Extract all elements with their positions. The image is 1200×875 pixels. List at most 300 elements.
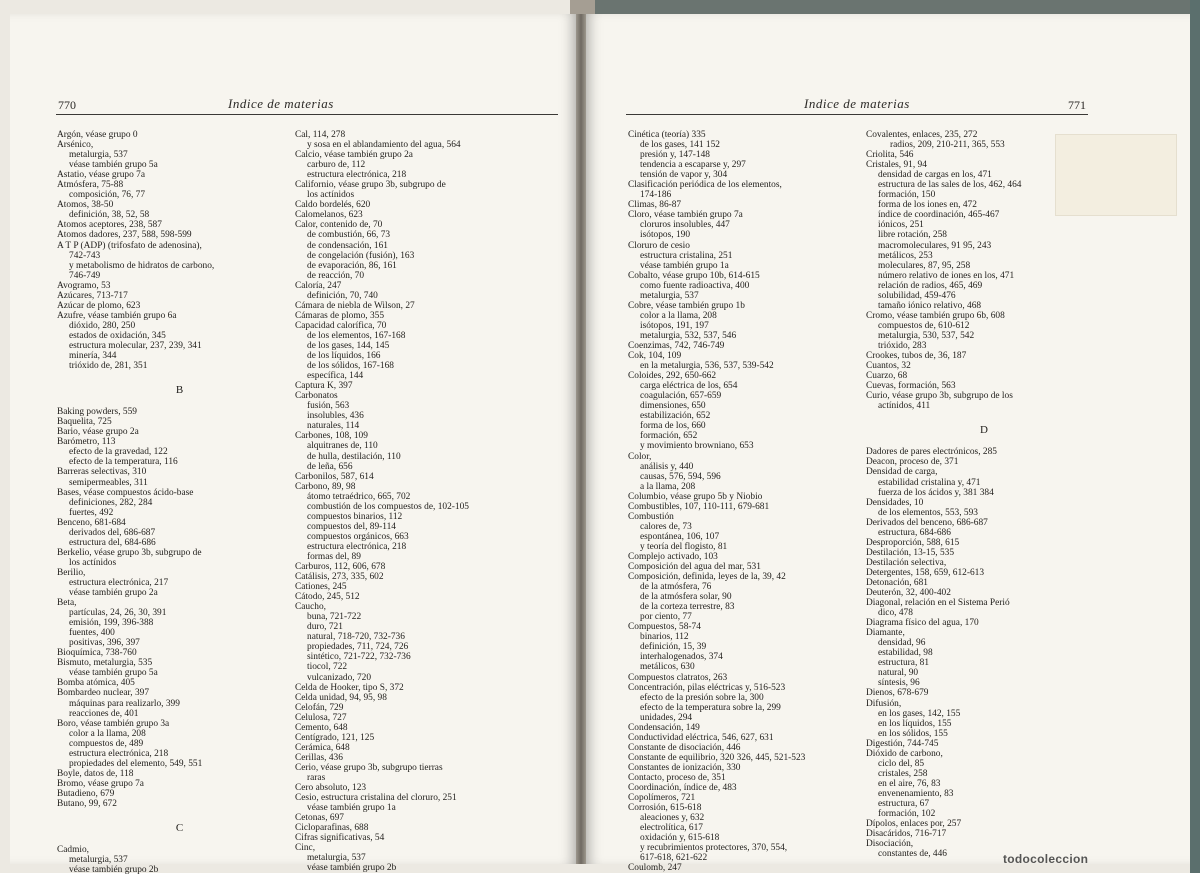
index-entry: Barómetro, 113 xyxy=(57,437,116,448)
index-entry: Butano, 99, 672 xyxy=(57,799,117,809)
index-subentry: definición, 70, 740 xyxy=(307,290,378,301)
index-subentry: como fuente radioactiva, 400 xyxy=(640,280,750,291)
index-entry: Cloruro de cesio xyxy=(628,240,690,251)
index-subentry: causas, 576, 594, 596 xyxy=(640,471,721,482)
index-entry: Calor, contenido de, 70 xyxy=(295,220,383,231)
index-subentry: metalurgia, 537 xyxy=(307,853,366,864)
index-entry: Dípolos, enlaces por, 257 xyxy=(866,819,962,830)
index-entry: Covalentes, enlaces, 235, 272 xyxy=(866,130,978,140)
index-entry: Captura K, 397 xyxy=(295,381,353,392)
index-entry: Carbonatos xyxy=(295,391,338,402)
index-subentry: 174-186 xyxy=(640,190,672,201)
index-subentry: densidad de cargas en los, 471 xyxy=(878,170,992,181)
index-subentry: calores de, 73 xyxy=(640,521,692,532)
book-gutter xyxy=(576,14,586,864)
running-head: Indice de materias xyxy=(228,96,334,111)
index-subentry: iónicos, 251 xyxy=(878,220,924,231)
index-entry: Cifras significativas, 54 xyxy=(295,833,385,844)
index-subentry: actínidos, 411 xyxy=(878,401,931,412)
index-subentry: minería, 344 xyxy=(69,351,117,362)
page-number: 770 xyxy=(58,98,76,112)
index-entry: Cationes, 245 xyxy=(295,582,347,593)
index-entry: Compuestos clatratos, 263 xyxy=(628,672,728,683)
index-entry: Criolita, 546 xyxy=(866,150,914,161)
index-entry: Desproporción, 588, 615 xyxy=(866,537,960,548)
index-subentry: electrolítica, 617 xyxy=(640,823,703,834)
index-subentry: de la corteza terrestre, 83 xyxy=(640,602,735,613)
index-subentry: dióxido, 280, 250 xyxy=(69,320,136,331)
index-subentry: propiedades del elemento, 549, 551 xyxy=(69,758,203,769)
index-subentry: fusión, 563 xyxy=(307,401,350,412)
index-entry: Cámara de niebla de Wilson, 27 xyxy=(295,300,415,311)
index-subentry: metálicos, 253 xyxy=(878,250,933,261)
index-subentry: formación, 150 xyxy=(878,190,936,201)
index-subentry: reacciones de, 401 xyxy=(69,708,139,719)
index-subentry: compuestos de, 610-612 xyxy=(878,320,970,331)
index-entry: Carbono, 89, 98 xyxy=(295,481,356,492)
index-subentry: forma de los, 660 xyxy=(640,421,706,432)
index-subentry: relación de radios, 465, 469 xyxy=(878,280,983,291)
spine-edge xyxy=(570,0,595,14)
index-entry: Carburos, 112, 606, 678 xyxy=(295,562,386,573)
section-letter: C xyxy=(175,822,185,835)
index-subentry: estructura, 81 xyxy=(878,658,930,669)
index-subentry: buna, 721-722 xyxy=(307,612,362,623)
index-subentry: y sosa en el ablandamiento del agua, 564 xyxy=(307,140,461,151)
index-entry: Densidades, 10 xyxy=(866,497,924,508)
index-subentry: derivados del, 686-687 xyxy=(69,527,156,538)
index-entry: Columbio, véase grupo 5b y Niobio xyxy=(628,491,763,502)
index-column-1 xyxy=(628,130,864,873)
index-entry: Diamante, xyxy=(866,628,905,639)
index-subentry: fuerza de los ácidos y, 381 384 xyxy=(878,487,994,498)
index-entry: Calcio, véase también grupo 2a xyxy=(295,150,413,161)
index-entry: A T P (ADP) (trifosfato de adenosina), xyxy=(57,240,202,251)
index-entry: Celda de Hooker, tipo S, 372 xyxy=(295,682,404,693)
index-subentry: emisión, 199, 396-388 xyxy=(69,618,154,629)
index-entry: Cátodo, 245, 512 xyxy=(295,592,360,603)
index-subentry: metalurgia, 530, 537, 542 xyxy=(878,330,975,341)
index-subentry: de condensación, 161 xyxy=(307,240,388,251)
index-subentry: cristales, 258 xyxy=(878,768,928,779)
index-subentry: semipermeables, 311 xyxy=(69,477,148,488)
index-subentry: trióxido, 283 xyxy=(878,340,927,351)
index-entry: Bioquímica, 738-760 xyxy=(57,648,137,659)
index-entry: Atomos, 38-50 xyxy=(57,200,114,211)
index-entry: Boro, véase también grupo 3a xyxy=(57,718,170,729)
index-subentry: y teoría del flogisto, 81 xyxy=(640,541,728,552)
index-subentry: en los sólidos, 155 xyxy=(878,728,948,739)
index-entry: Coloides, 292, 650-662 xyxy=(628,371,717,382)
index-subentry: vulcanizado, 720 xyxy=(307,672,372,683)
index-entry: Cok, 104, 109 xyxy=(628,351,682,362)
index-subentry: color a la llama, 208 xyxy=(640,310,717,321)
index-entry: Composición del agua del mar, 531 xyxy=(628,562,761,573)
index-entry: Catálisis, 273, 335, 602 xyxy=(295,572,384,583)
index-entry: Compuestos, 58-74 xyxy=(628,622,701,633)
index-entry: Destilación selectiva, xyxy=(866,557,947,568)
index-subentry: estructura cristalina, 251 xyxy=(640,250,733,261)
index-subentry: en el aire, 76, 83 xyxy=(878,778,941,789)
index-subentry: constantes de, 446 xyxy=(878,849,947,860)
index-subentry: definición, 15, 39 xyxy=(640,642,707,653)
index-subentry: alquitranes de, 110 xyxy=(307,441,378,452)
index-entry: Derivados del benceno, 686-687 xyxy=(866,517,988,528)
index-entry: Conductividad eléctrica, 546, 627, 631 xyxy=(628,732,774,743)
index-entry: Avogramo, 53 xyxy=(57,280,111,291)
index-subentry: propiedades, 711, 724, 726 xyxy=(307,642,409,653)
index-subentry: estabilidad, 98 xyxy=(878,648,933,659)
index-subentry: 746-749 xyxy=(69,270,101,281)
index-subentry: tendencia a escaparse y, 297 xyxy=(640,160,746,171)
index-entry: Azúcar de plomo, 623 xyxy=(57,300,141,311)
index-subentry: 742-743 xyxy=(69,250,101,261)
index-entry: Boyle, datos de, 118 xyxy=(57,768,134,779)
left-page xyxy=(10,14,576,875)
index-entry: Cinc, xyxy=(295,843,316,854)
index-entry: Cerillas, 436 xyxy=(295,752,343,763)
index-subentry: de los gases, 141 152 xyxy=(640,140,720,151)
index-entry: Concentración, pilas eléctricas y, 516-523 xyxy=(628,682,786,693)
index-subentry: y recubrimientos protectores, 370, 554, xyxy=(640,843,788,854)
index-entry: Arsénico, xyxy=(57,140,94,151)
page-number: 771 xyxy=(1068,98,1086,112)
index-entry: Dadores de pares electrónicos, 285 xyxy=(866,447,997,458)
index-entry: Baking powders, 559 xyxy=(57,407,137,418)
index-entry: Constantes de ionización, 330 xyxy=(628,762,741,773)
index-subentry: formación, 102 xyxy=(878,809,936,820)
index-entry: Cobalto, véase grupo 10b, 614-615 xyxy=(628,270,760,281)
index-entry: Cloro, véase también grupo 7a xyxy=(628,210,743,221)
index-subentry: metalurgia, 537 xyxy=(640,290,699,301)
index-entry: Cuarzo, 68 xyxy=(866,371,908,382)
index-entry: Cobre, véase también grupo 1b xyxy=(628,300,745,311)
index-subentry: efecto de la temperatura, 116 xyxy=(69,457,178,468)
index-entry: Berilio, xyxy=(57,567,86,578)
index-subentry: véase también grupo 2b xyxy=(69,865,159,875)
index-entry: Carbones, 108, 109 xyxy=(295,431,368,442)
index-subentry: efecto de la temperatura sobre la, 299 xyxy=(640,702,781,713)
index-entry: Cerámica, 648 xyxy=(295,742,350,753)
index-entry: Copolímeros, 721 xyxy=(628,793,696,804)
index-subentry: los actínidos xyxy=(69,557,117,568)
index-entry: Bromo, véase grupo 7a xyxy=(57,778,144,789)
index-entry: Constante de equilibrio, 320 326, 445, 521-523 xyxy=(628,752,806,763)
index-subentry: 617-618, 621-622 xyxy=(640,853,708,864)
index-entry: Coulomb, 247 xyxy=(628,863,682,874)
index-entry: Condensación, 149 xyxy=(628,722,700,733)
index-entry: Cinética (teoría) 335 xyxy=(628,130,706,140)
index-subentry: color a la llama, 208 xyxy=(69,728,146,739)
index-subentry: específica, 144 xyxy=(307,371,364,382)
index-subentry: metálicos, 630 xyxy=(640,662,695,673)
index-entry: Bario, véase grupo 2a xyxy=(57,427,139,438)
index-subentry: efecto de la gravedad, 122 xyxy=(69,447,168,458)
index-subentry: dimensiones, 650 xyxy=(640,401,706,412)
index-subentry: presión y, 147-148 xyxy=(640,150,710,161)
index-subentry: máquinas para realizarlo, 399 xyxy=(69,698,180,709)
index-subentry: trióxido de, 281, 351 xyxy=(69,361,148,372)
index-subentry: los actínidos xyxy=(307,190,355,201)
index-entry: Destilación, 13-15, 535 xyxy=(866,547,955,558)
index-subentry: definiciones, 282, 284 xyxy=(69,497,153,508)
index-entry: Bases, véase compuestos ácido-base xyxy=(57,487,194,498)
index-subentry: natural, 718-720, 732-736 xyxy=(307,632,405,643)
index-subentry: ciclo del, 85 xyxy=(878,758,925,769)
index-entry: Cesio, estructura cristalina del cloruro, 251 xyxy=(295,793,457,804)
index-subentry: de los elementos, 167-168 xyxy=(307,330,406,341)
index-column-2 xyxy=(866,130,1103,859)
index-entry: Coenzimas, 742, 746-749 xyxy=(628,340,725,351)
index-subentry: fuertes, 492 xyxy=(69,507,114,518)
index-subentry: estructura, 684-686 xyxy=(878,527,951,538)
index-entry: Butadieno, 679 xyxy=(57,788,115,799)
index-entry: Beta, xyxy=(57,598,77,609)
index-subentry: densidad, 96 xyxy=(878,638,926,649)
index-entry: Complejo activado, 103 xyxy=(628,551,718,562)
index-entry: Difusión, xyxy=(866,698,902,709)
index-subentry: insolubles, 436 xyxy=(307,411,364,422)
index-entry: Atomos aceptores, 238, 587 xyxy=(57,220,162,231)
index-subentry: estructura electrónica, 217 xyxy=(69,577,169,588)
index-subentry: véase también grupo 2a xyxy=(69,588,158,599)
index-entry: Deacon, proceso de, 371 xyxy=(866,457,959,468)
index-entry: Atmósfera, 75-88 xyxy=(57,180,124,191)
index-entry: Baquelita, 725 xyxy=(57,417,112,428)
index-subentry: estados de oxidación, 345 xyxy=(69,330,166,341)
index-entry: Cromo, véase también grupo 6b, 608 xyxy=(866,310,1005,321)
index-subentry: moleculares, 87, 95, 258 xyxy=(878,260,971,271)
index-entry: Contacto, proceso de, 351 xyxy=(628,773,726,783)
index-subentry: forma de los iones en, 472 xyxy=(878,200,977,211)
index-subentry: compuestos del, 89-114 xyxy=(307,521,396,532)
index-entry: Bismuto, metalurgia, 535 xyxy=(57,658,153,669)
index-entry: Astatio, véase grupo 7a xyxy=(57,170,145,181)
index-subentry: en los líquidos, 155 xyxy=(878,718,952,729)
index-subentry: véase también grupo 2b xyxy=(307,863,397,874)
index-subentry: envenenamiento, 83 xyxy=(878,788,954,799)
index-subentry: formas del, 89 xyxy=(307,551,361,562)
index-entry: Detergentes, 158, 659, 612-613 xyxy=(866,567,985,578)
index-subentry: raras xyxy=(307,773,326,783)
index-entry: Clasificación periódica de los elementos, xyxy=(628,180,782,191)
index-subentry: tamaño iónico relativo, 468 xyxy=(878,300,982,311)
index-subentry: síntesis, 96 xyxy=(878,678,920,689)
index-subentry: en la metalurgia, 536, 537, 539-542 xyxy=(640,361,774,372)
index-entry: Bomba atómica, 405 xyxy=(57,678,135,689)
index-subentry: en los gases, 142, 155 xyxy=(878,708,961,719)
index-subentry: isótopos, 191, 197 xyxy=(640,320,709,331)
index-subentry: tiocol, 722 xyxy=(307,662,348,673)
index-subentry: compuestos de, 489 xyxy=(69,738,144,749)
index-subentry: oxidación y, 615-618 xyxy=(640,833,720,844)
index-subentry: átomo tetraédrico, 665, 702 xyxy=(307,491,411,502)
index-entry: Curio, véase grupo 3b, subgrupo de los xyxy=(866,391,1013,402)
index-subentry: dico, 478 xyxy=(878,608,913,619)
index-subentry: véase también grupo 5a xyxy=(69,160,158,171)
cover-edge-right xyxy=(1190,0,1200,873)
index-entry: Californio, véase grupo 3b, subgrupo de xyxy=(295,180,446,191)
index-subentry: metalurgia, 537 xyxy=(69,855,128,866)
index-subentry: estructura molecular, 237, 239, 341 xyxy=(69,340,202,351)
index-entry: Capacidad calorífica, 70 xyxy=(295,320,387,331)
index-subentry: índice de coordinación, 465-467 xyxy=(878,210,1000,221)
index-subentry: de hulla, destilación, 110 xyxy=(307,451,401,462)
watermark: todocoleccion xyxy=(1003,852,1089,866)
index-subentry: naturales, 114 xyxy=(307,421,360,432)
index-entry: Disacáridos, 716-717 xyxy=(866,829,947,840)
index-subentry: carburo de, 112 xyxy=(307,160,366,171)
index-entry: Atomos dadores, 237, 588, 598-599 xyxy=(57,230,192,241)
section-letter: D xyxy=(980,424,989,437)
index-subentry: de combustión, 66, 73 xyxy=(307,230,391,241)
index-entry: Celda unidad, 94, 95, 98 xyxy=(295,692,387,703)
index-entry: Cemento, 648 xyxy=(295,722,348,733)
index-entry: Caldo bordelés, 620 xyxy=(295,200,371,211)
index-subentry: véase también grupo 1a xyxy=(307,803,396,814)
index-entry: Barreras selectivas, 310 xyxy=(57,467,147,478)
index-subentry: formación, 652 xyxy=(640,431,698,442)
index-subentry: estructura de las sales de los, 462, 464 xyxy=(878,180,1022,191)
index-entry: Celulosa, 727 xyxy=(295,712,347,723)
index-subentry: de los gases, 144, 145 xyxy=(307,340,390,351)
index-subentry: por ciento, 77 xyxy=(640,612,692,623)
index-entry: Diagonal, relación en el Sistema Perió xyxy=(866,598,1010,609)
index-subentry: macromoleculares, 91 95, 243 xyxy=(878,240,992,251)
index-entry: Cetonas, 697 xyxy=(295,813,344,824)
index-subentry: de los sólidos, 167-168 xyxy=(307,361,394,372)
index-entry: Benceno, 681-684 xyxy=(57,517,126,528)
index-entry: Detonación, 681 xyxy=(866,577,928,588)
index-entry: Composición, definida, leyes de la, 39, 42 xyxy=(628,572,786,583)
index-subentry: de los líquidos, 166 xyxy=(307,351,381,362)
index-subentry: aleaciones y, 632 xyxy=(640,813,705,824)
index-subentry: a la llama, 208 xyxy=(640,481,696,492)
index-subentry: coagulación, 657-659 xyxy=(640,391,722,402)
index-subentry: partículas, 24, 26, 30, 391 xyxy=(69,608,167,619)
index-subentry: número relativo de iones en los, 471 xyxy=(878,270,1015,281)
index-entry: Cero absoluto, 123 xyxy=(295,783,367,794)
index-subentry: radios, 209, 210-211, 365, 553 xyxy=(890,140,1005,151)
index-entry: Color, xyxy=(628,451,652,462)
index-subentry: de los elementos, 553, 593 xyxy=(878,507,978,518)
index-entry: Cal, 114, 278 xyxy=(295,130,346,140)
index-subentry: véase también grupo 5a xyxy=(69,668,158,679)
index-subentry: carga eléctrica de los, 654 xyxy=(640,381,738,392)
header-rule xyxy=(56,114,558,115)
index-subentry: análisis y, 440 xyxy=(640,461,694,472)
index-entry: Climas, 86-87 xyxy=(628,200,682,211)
index-entry: Argón, véase grupo 0 xyxy=(57,130,138,140)
index-subentry: natural, 90 xyxy=(878,668,919,679)
index-entry: Densidad de carga, xyxy=(866,467,938,478)
index-entry: Cuantos, 32 xyxy=(866,361,911,372)
index-subentry: cloruros insolubles, 447 xyxy=(640,220,730,231)
index-entry: Centígrado, 121, 125 xyxy=(295,732,375,743)
index-entry: Corrosión, 615-618 xyxy=(628,803,702,814)
index-subentry: compuestos binarios, 112 xyxy=(307,511,403,522)
index-entry: Dienos, 678-679 xyxy=(866,688,929,699)
index-entry: Disociación, xyxy=(866,839,914,850)
section-letter: B xyxy=(175,384,185,397)
index-subentry: de reacción, 70 xyxy=(307,270,365,281)
index-subentry: metalurgia, 532, 537, 546 xyxy=(640,330,737,341)
index-entry: Cadmio, xyxy=(57,845,90,856)
cover-edge xyxy=(595,0,1200,14)
index-subentry: libre rotación, 258 xyxy=(878,230,947,241)
index-entry: Cuevas, formación, 563 xyxy=(866,381,956,392)
index-subentry: solubilidad, 459-476 xyxy=(878,290,956,301)
index-entry: Cámaras de plomo, 355 xyxy=(295,310,385,321)
index-subentry: tensión de vapor y, 304 xyxy=(640,170,728,181)
index-subentry: composición, 76, 77 xyxy=(69,190,146,201)
index-subentry: espontánea, 106, 107 xyxy=(640,531,720,542)
index-entry: Azúcares, 713-717 xyxy=(57,290,128,301)
index-subentry: estabilización, 652 xyxy=(640,411,711,422)
index-subentry: de la atmósfera solar, 90 xyxy=(640,592,732,603)
index-entry: Dióxido de carbono, xyxy=(866,748,943,759)
index-entry: Azufre, véase también grupo 6a xyxy=(57,310,177,321)
index-entry: Cristales, 91, 94 xyxy=(866,160,927,171)
index-subentry: de leña, 656 xyxy=(307,461,353,472)
index-entry: Caloría, 247 xyxy=(295,280,342,291)
index-entry: Deuterón, 32, 400-402 xyxy=(866,588,951,599)
index-entry: Combustión xyxy=(628,511,674,522)
index-subentry: de la atmósfera, 76 xyxy=(640,582,712,593)
index-subentry: isótopos, 190 xyxy=(640,230,691,241)
index-subentry: binarios, 112 xyxy=(640,632,689,643)
index-subentry: estructura electrónica, 218 xyxy=(69,748,169,759)
index-subentry: estabilidad cristalina y, 471 xyxy=(878,477,981,488)
index-entry: Cicloparafinas, 688 xyxy=(295,823,369,834)
index-subentry: estructura del, 684-686 xyxy=(69,537,156,548)
label-sticker xyxy=(1055,134,1177,216)
index-subentry: estructura electrónica, 218 xyxy=(307,170,407,181)
index-subentry: estructura, 67 xyxy=(878,799,930,809)
index-entry: Calomelanos, 623 xyxy=(295,210,363,221)
index-subentry: y metabolismo de hidratos de carbono, xyxy=(69,260,215,271)
index-subentry: combustión de los compuestos de, 102-105 xyxy=(307,501,469,512)
index-subentry: de evaporación, 86, 161 xyxy=(307,260,397,271)
index-entry: Caucho, xyxy=(295,602,326,613)
index-subentry: fuentes, 400 xyxy=(69,628,115,639)
index-entry: Constante de disociación, 446 xyxy=(628,742,741,753)
index-subentry: definición, 38, 52, 58 xyxy=(69,210,150,221)
index-subentry: efecto de la presión sobre la, 300 xyxy=(640,692,764,703)
index-subentry: sintético, 721-722, 732-736 xyxy=(307,652,411,663)
index-column-1 xyxy=(57,130,303,875)
index-subentry: estructura electrónica, 218 xyxy=(307,541,407,552)
index-subentry: metalurgia, 537 xyxy=(69,150,128,161)
index-entry: Coordinación, índice de, 483 xyxy=(628,783,737,794)
index-subentry: véase también grupo 1a xyxy=(640,260,729,271)
index-subentry: compuestos orgánicos, 663 xyxy=(307,531,409,542)
index-entry: Carbonilos, 587, 614 xyxy=(295,471,374,482)
index-entry: Cerio, véase grupo 3b, subgrupo tierras xyxy=(295,762,443,773)
index-column-2 xyxy=(295,130,560,873)
index-subentry: duro, 721 xyxy=(307,622,343,633)
index-entry: Berkelio, véase grupo 3b, subgrupo de xyxy=(57,547,202,558)
index-subentry: y movimiento browniano, 653 xyxy=(640,441,754,452)
index-subentry: unidades, 294 xyxy=(640,712,693,723)
index-subentry: positivas, 396, 397 xyxy=(69,638,140,649)
index-entry: Crookes, tubos de, 36, 187 xyxy=(866,351,967,362)
index-entry: Celofán, 729 xyxy=(295,702,344,713)
index-subentry: de congelación (fusión), 163 xyxy=(307,250,415,261)
index-entry: Digestión, 744-745 xyxy=(866,738,939,749)
header-rule xyxy=(626,114,1088,115)
index-entry: Combustibles, 107, 110-111, 679-681 xyxy=(628,501,770,512)
